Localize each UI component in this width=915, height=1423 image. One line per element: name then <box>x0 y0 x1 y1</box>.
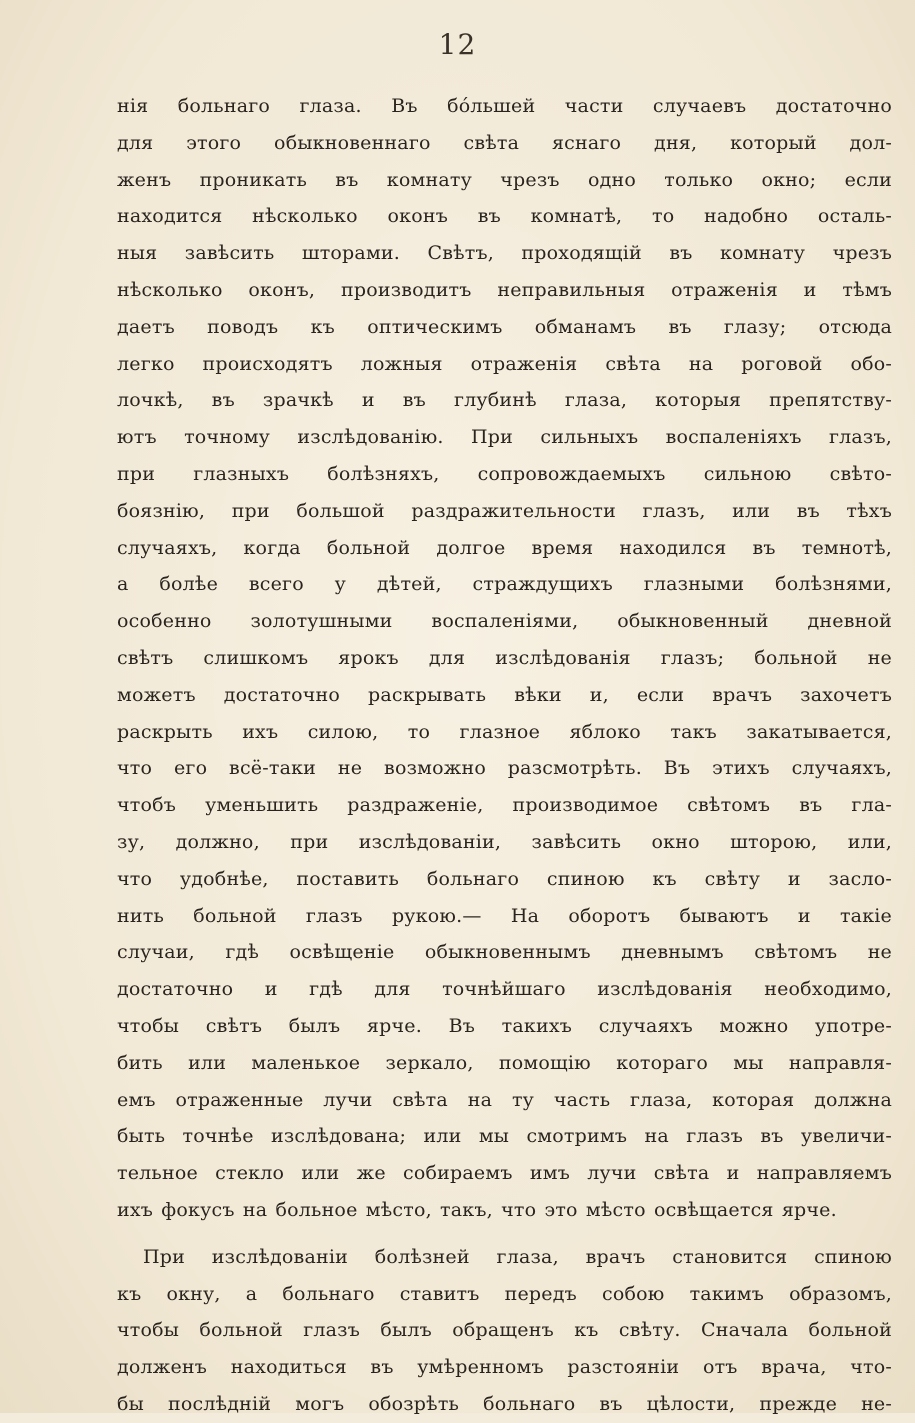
text-line: нить больной глазъ рукою.— На оборотъ бываютъ и такіе <box>117 904 892 927</box>
text-line: ютъ точному изслѣдованію. При сильныхъ воспаленіяхъ глазъ, <box>117 426 892 449</box>
text-line: лочкѣ, въ зрачкѣ и въ глубинѣ глаза, которыя препятству- <box>117 389 892 412</box>
text-line: особенно золотушными воспаленіями, обыкновенный дневной <box>117 610 892 633</box>
paragraph <box>117 88 892 1229</box>
text-line: чтобъ уменьшить раздраженіе, производимое свѣтомъ въ гла- <box>117 794 892 817</box>
text-line: При изслѣдованіи болѣзней глаза, врачъ становится спиною <box>143 1245 892 1268</box>
text-line: женъ проникать въ комнату чрезъ одно только окно; если <box>117 168 892 191</box>
text-line: бы послѣдній могъ обозрѣть больнаго въ цѣлости, прежде не- <box>117 1392 892 1415</box>
text-line: свѣтъ слишкомъ ярокъ для изслѣдованія глазъ; больной не <box>117 646 892 669</box>
text-line: емъ отраженные лучи свѣта на ту часть глаза, которая должна <box>117 1088 892 1111</box>
text-line: ихъ фокусъ на больное мѣсто, такъ, что это мѣсто освѣщается ярче. <box>117 1198 837 1221</box>
text-line: ныя завѣсить шторами. Свѣтъ, проходящій въ комнату чрезъ <box>117 242 892 265</box>
text-line: что удобнѣе, поставить больнаго спиною къ свѣту и засло- <box>117 867 892 890</box>
text-line: зу, должно, при изслѣдованіи, завѣсить окно шторою, или, <box>117 830 892 853</box>
text-line: достаточно и гдѣ для точнѣйшаго изслѣдованія необходимо, <box>117 978 892 1001</box>
paragraph-gap <box>117 1229 892 1239</box>
text-line: быть точнѣе изслѣдована; или мы смотримъ на глазъ въ увеличи- <box>117 1125 892 1148</box>
text-line: при глазныхъ болѣзняхъ, сопровождаемыхъ сильною свѣто- <box>117 462 892 485</box>
text-line: чтобы свѣтъ былъ ярче. Въ такихъ случаяхъ можно употре- <box>117 1014 892 1037</box>
text-line: для этого обыкновеннаго свѣта яснаго дня, который дол- <box>117 131 892 154</box>
text-line: къ окну, а больнаго ставитъ передъ собою такимъ образомъ, <box>117 1282 892 1305</box>
page-number: 12 <box>438 28 477 61</box>
text-line: долженъ находиться въ умѣренномъ разстояніи отъ врача, что- <box>117 1356 892 1379</box>
text-line: нія больнаго глаза. Въ бо́льшей части случаевъ достаточно <box>117 95 892 117</box>
text-line: легко происходятъ ложныя отраженія свѣта на роговой обо- <box>117 352 892 375</box>
text-line: случаяхъ, когда больной долгое время находился въ темнотѣ, <box>117 536 892 559</box>
text-line: раскрыть ихъ силою, то глазное яблоко такъ закатывается, <box>117 720 892 743</box>
text-line: боязнію, при большой раздражительности глазъ, или въ тѣхъ <box>117 499 892 522</box>
text-line: чтобы больной глазъ былъ обращенъ къ свѣту. Сначала больной <box>117 1319 892 1342</box>
text-line: что его всё-таки не возможно разсмотрѣть. Въ этихъ случаяхъ, <box>117 757 892 780</box>
text-line: нѣсколько оконъ, производитъ неправильныя отраженія и тѣмъ <box>117 278 892 301</box>
body-text <box>117 88 892 1423</box>
text-line: находится нѣсколько оконъ въ комнатѣ, то надобно осталь- <box>117 205 892 228</box>
text-line: можетъ достаточно раскрывать вѣки и, если врачъ захочетъ <box>117 683 892 706</box>
text-line: даетъ поводъ къ оптическимъ обманамъ въ глазу; отсюда <box>117 315 892 338</box>
paragraph <box>117 1239 892 1423</box>
text-line: бить или маленькое зеркало, помощію котораго мы направля- <box>117 1051 892 1074</box>
text-line: тельное стекло или же собираемъ имъ лучи свѣта и направляемъ <box>117 1162 892 1185</box>
text-line: случаи, гдѣ освѣщеніе обыкновеннымъ дневнымъ свѣтомъ не <box>117 941 892 964</box>
text-line: а болѣе всего у дѣтей, страждущихъ глазными болѣзнями, <box>117 573 892 596</box>
